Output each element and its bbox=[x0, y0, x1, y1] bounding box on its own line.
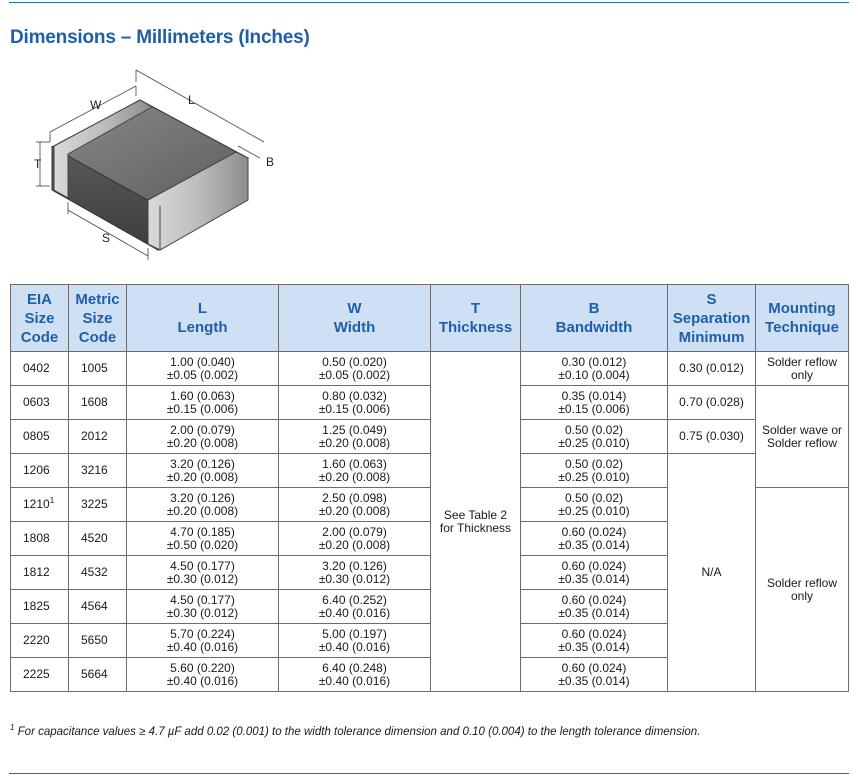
cell-eia: 1206 bbox=[11, 454, 69, 488]
cell-separation: 0.70 (0.028) bbox=[668, 386, 756, 420]
cell-bandwidth: 0.50 (0.02) ±0.25 (0.010) bbox=[521, 420, 668, 454]
drawing-label-l: L bbox=[188, 93, 195, 107]
cell-bandwidth: 0.60 (0.024) ±0.35 (0.014) bbox=[521, 658, 668, 692]
header-length: L Length bbox=[127, 285, 279, 352]
cell-width: 2.50 (0.098) ±0.20 (0.008) bbox=[279, 488, 431, 522]
cell-eia: 1812 bbox=[11, 556, 69, 590]
cell-width: 6.40 (0.252) ±0.40 (0.016) bbox=[279, 590, 431, 624]
footnote-marker: 1 bbox=[49, 496, 55, 505]
header-separation-minimum: S Separation Minimum bbox=[668, 285, 756, 352]
cell-eia: 2225 bbox=[11, 658, 69, 692]
cell-length: 1.60 (0.063) ±0.15 (0.006) bbox=[127, 386, 279, 420]
cell-length: 3.20 (0.126) ±0.20 (0.008) bbox=[127, 454, 279, 488]
cell-length: 3.20 (0.126) ±0.20 (0.008) bbox=[127, 488, 279, 522]
cell-length: 4.50 (0.177) ±0.30 (0.012) bbox=[127, 590, 279, 624]
cell-width: 5.00 (0.197) ±0.40 (0.016) bbox=[279, 624, 431, 658]
cell-separation-na: N/A bbox=[668, 454, 756, 692]
top-rule bbox=[9, 2, 849, 3]
cell-separation: 0.75 (0.030) bbox=[668, 420, 756, 454]
cell-width: 0.50 (0.020) ±0.05 (0.002) bbox=[279, 352, 431, 386]
cell-metric: 1608 bbox=[69, 386, 127, 420]
footnote-marker: 1 bbox=[10, 723, 15, 733]
cell-metric: 5664 bbox=[69, 658, 127, 692]
cell-metric: 2012 bbox=[69, 420, 127, 454]
cell-bandwidth: 0.60 (0.024) ±0.35 (0.014) bbox=[521, 624, 668, 658]
cell-separation: 0.30 (0.012) bbox=[668, 352, 756, 386]
cell-mounting: Solder wave or Solder reflow bbox=[756, 386, 849, 488]
cell-thickness-see-table: See Table 2 for Thickness bbox=[431, 352, 521, 692]
cell-metric: 1005 bbox=[69, 352, 127, 386]
header-thickness: T Thickness bbox=[431, 285, 521, 352]
cell-length: 5.60 (0.220) ±0.40 (0.016) bbox=[127, 658, 279, 692]
cell-bandwidth: 0.30 (0.012) ±0.10 (0.004) bbox=[521, 352, 668, 386]
cell-bandwidth: 0.50 (0.02) ±0.25 (0.010) bbox=[521, 488, 668, 522]
cell-width: 2.00 (0.079) ±0.20 (0.008) bbox=[279, 522, 431, 556]
drawing-label-w: W bbox=[90, 98, 102, 112]
cell-bandwidth: 0.60 (0.024) ±0.35 (0.014) bbox=[521, 590, 668, 624]
cell-width: 1.60 (0.063) ±0.20 (0.008) bbox=[279, 454, 431, 488]
cell-eia: 2220 bbox=[11, 624, 69, 658]
table-header-row bbox=[11, 285, 849, 352]
cell-length: 2.00 (0.079) ±0.20 (0.008) bbox=[127, 420, 279, 454]
dimensions-table bbox=[10, 284, 849, 692]
cell-metric: 3216 bbox=[69, 454, 127, 488]
header-width: W Width bbox=[279, 285, 431, 352]
table-row bbox=[11, 386, 849, 420]
cell-bandwidth: 0.60 (0.024) ±0.35 (0.014) bbox=[521, 522, 668, 556]
cell-bandwidth: 0.35 (0.014) ±0.15 (0.006) bbox=[521, 386, 668, 420]
table-row bbox=[11, 454, 849, 488]
table-row bbox=[11, 420, 849, 454]
cell-width: 6.40 (0.248) ±0.40 (0.016) bbox=[279, 658, 431, 692]
capacitor-dimension-drawing bbox=[10, 62, 310, 267]
cell-bandwidth: 0.50 (0.02) ±0.25 (0.010) bbox=[521, 454, 668, 488]
cell-mounting: Solder reflow only bbox=[756, 352, 849, 386]
footnote: $^1$ For capacitance values ≥ 4.7 µF add 0.02 (0.001) to the width tolerance dimension and 0.10 (0.004) to the length tolerance dimension. bbox=[10, 723, 701, 738]
cell-mounting: Solder reflow only bbox=[756, 488, 849, 692]
cell-metric: 4532 bbox=[69, 556, 127, 590]
drawing-label-s: S bbox=[102, 231, 111, 245]
drawing-label-t: T bbox=[34, 157, 42, 171]
cell-length: 1.00 (0.040) ±0.05 (0.002) bbox=[127, 352, 279, 386]
cell-metric: 4520 bbox=[69, 522, 127, 556]
drawing-label-b: B bbox=[266, 155, 275, 169]
cell-metric: 4564 bbox=[69, 590, 127, 624]
section-title: Dimensions – Millimeters (Inches) bbox=[10, 27, 310, 48]
header-bandwidth: B Bandwidth bbox=[521, 285, 668, 352]
cell-length: 5.70 (0.224) ±0.40 (0.016) bbox=[127, 624, 279, 658]
bottom-rule bbox=[9, 773, 849, 774]
cell-eia: 0603 bbox=[11, 386, 69, 420]
cell-width: 0.80 (0.032) ±0.15 (0.006) bbox=[279, 386, 431, 420]
cell-eia: 1808 bbox=[11, 522, 69, 556]
cell-length: 4.70 (0.185) ±0.50 (0.020) bbox=[127, 522, 279, 556]
cell-width: 1.25 (0.049) ±0.20 (0.008) bbox=[279, 420, 431, 454]
cell-eia: 0805 bbox=[11, 420, 69, 454]
cell-length: 4.50 (0.177) ±0.30 (0.012) bbox=[127, 556, 279, 590]
header-metric-size-code: Metric Size Code bbox=[69, 285, 127, 352]
header-eia-size-code: EIA Size Code bbox=[11, 285, 69, 352]
cell-metric: 5650 bbox=[69, 624, 127, 658]
cell-metric: 3225 bbox=[69, 488, 127, 522]
cell-eia: 1825 bbox=[11, 590, 69, 624]
header-mounting-technique: Mounting Technique bbox=[756, 285, 849, 352]
cell-width: 3.20 (0.126) ±0.30 (0.012) bbox=[279, 556, 431, 590]
table-row bbox=[11, 352, 849, 386]
cell-eia: 1210$^1$ bbox=[11, 488, 69, 522]
cell-eia: 0402 bbox=[11, 352, 69, 386]
cell-bandwidth: 0.60 (0.024) ±0.35 (0.014) bbox=[521, 556, 668, 590]
